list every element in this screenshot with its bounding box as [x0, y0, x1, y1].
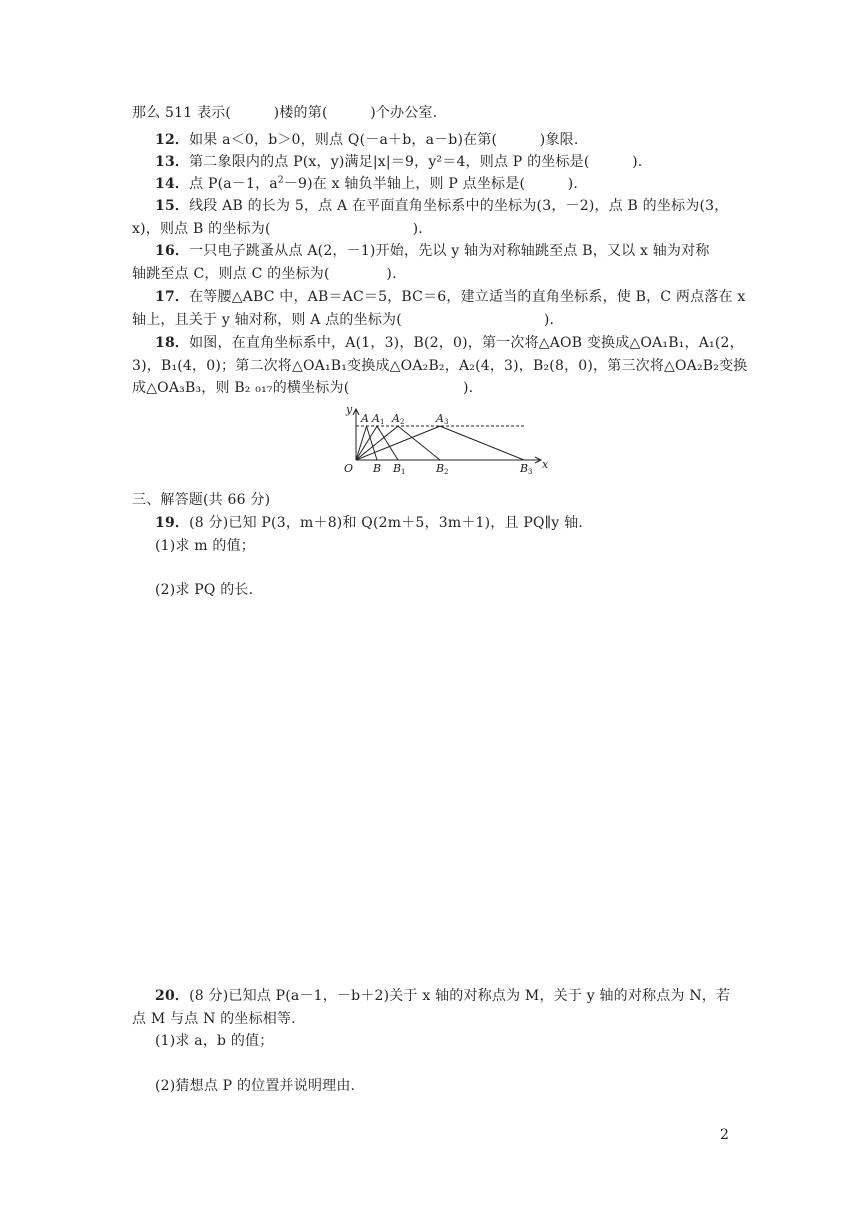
segment-A1B1: [377, 426, 398, 460]
label-B2: B: [436, 462, 445, 474]
line-l1: 那么 511 表示( )楼的第( )个办公室.: [132, 105, 438, 121]
question-18-cont2: 成△OA₃B₃，则 B₂ ₀₁₇的横坐标为( ).: [132, 380, 474, 396]
question-19-part-2: (2)求 PQ 的长.: [155, 582, 254, 598]
segment-OA: [356, 426, 367, 460]
question-19: [155, 513, 583, 533]
question-20: [155, 986, 730, 1006]
question-number: 12．: [155, 132, 190, 148]
question-text: 线段 AB 的长为 5，点 A 在平面直角坐标系中的坐标为(3，－2)，点 B 的坐标为(3，: [189, 198, 729, 214]
question-18: [155, 333, 744, 353]
question-number: 14．: [155, 176, 190, 192]
question-15: [155, 196, 728, 216]
question-18-cont1: 3)，B₁(4，0)；第二次将△OA₁B₁变换成△OA₂B₂，A₂(4，3)，B₂(8，0)，第三次将△OA₂B₂变换: [132, 358, 748, 374]
question-text-cont: －9)在 x 轴负半轴上，则 P 点坐标是( ).: [283, 176, 579, 192]
label-A1: A: [372, 412, 380, 425]
question-number: 18．: [155, 335, 190, 351]
question-20-cont: 点 M 与点 N 的坐标相等.: [132, 1011, 296, 1027]
question-number: 13．: [155, 154, 190, 170]
question-number: 19．: [155, 515, 190, 531]
figure-svg: [336, 402, 550, 474]
question-13: [155, 152, 642, 172]
label-A3-sub: 3: [444, 418, 449, 426]
question-text: (8 分)已知点 P(a－1，－b＋2)关于 x 轴的对称点为 M，关于 y 轴的对称点为 N，若: [189, 988, 731, 1004]
label-B2-sub: 2: [444, 468, 449, 474]
segment-OA2: [356, 426, 398, 460]
superscript: 2: [277, 175, 284, 186]
question-20-part-1: (1)求 a，b 的值；: [155, 1033, 274, 1049]
segment-A2B2: [398, 426, 440, 460]
question-15-cont: x)，则点 B 的坐标为( ).: [132, 221, 423, 237]
question-text: (8 分)已知 P(3，m＋8)和 Q(2m＋5，3m＋1)，且 PQ∥y 轴.: [189, 515, 583, 531]
label-y: y: [346, 403, 353, 416]
segment-A3B3: [440, 426, 524, 460]
question-text: 第二象限内的点 P(x，y)满足|x|＝9，y²＝4，则点 P 的坐标是( ).: [189, 154, 643, 170]
question-text: 在等腰△ABC 中，AB＝AC＝5，BC＝6，建立适当的直角坐标系，使 B，C 两点落在 x: [189, 289, 746, 305]
question-text: 如果 a＜0，b＞0，则点 Q(－a＋b，a－b)在第( )象限.: [189, 132, 579, 148]
question-number: 20．: [155, 988, 190, 1004]
label-B3: B: [520, 462, 529, 474]
question-17-cont: 轴上，且关于 y 轴对称，则 A 点的坐标为( ).: [132, 312, 555, 328]
question-text: 如图，在直角坐标系中，A(1，3)，B(2，0)，第一次将△AOB 变换成△OA₁B₁，A₁(2，: [189, 335, 744, 351]
label-B1: B: [393, 462, 402, 474]
label-A3: A: [436, 412, 444, 425]
label-B1-sub: 1: [401, 468, 406, 474]
label-A2: A: [392, 412, 400, 425]
coordinate-figure: [336, 402, 550, 474]
label-x: x: [542, 458, 549, 471]
question-12: [155, 130, 579, 150]
page-number: 2: [720, 1127, 729, 1143]
question-20-part-2: (2)猜想点 P 的位置并说明理由.: [155, 1078, 356, 1094]
question-17: [155, 287, 745, 307]
label-B: B: [373, 462, 382, 474]
question-text: 点 P(a－1，a: [189, 176, 278, 192]
segment-OA3: [356, 426, 440, 460]
label-A2-sub: 2: [400, 418, 405, 426]
question-number: 17．: [155, 289, 190, 305]
question-number: 15．: [155, 198, 190, 214]
label-B3-sub: 3: [528, 468, 533, 474]
question-number: 16．: [155, 243, 190, 259]
segment-OA1: [356, 426, 377, 460]
label-A: A: [361, 412, 369, 425]
question-14: [155, 174, 578, 194]
label-O: O: [344, 462, 354, 474]
question-text: 一只电子跳蚤从点 A(2，－1)开始，先以 y 轴为对称轴跳至点 B，又以 x 轴为对称: [189, 243, 710, 259]
section-3-heading: 三、解答题(共 66 分): [132, 492, 271, 508]
label-A1-sub: 1: [380, 418, 385, 426]
question-16-cont: 轴跳至点 C，则点 C 的坐标为( ).: [132, 266, 397, 282]
question-16: [155, 241, 710, 261]
question-19-part-1: (1)求 m 的值；: [155, 538, 256, 554]
